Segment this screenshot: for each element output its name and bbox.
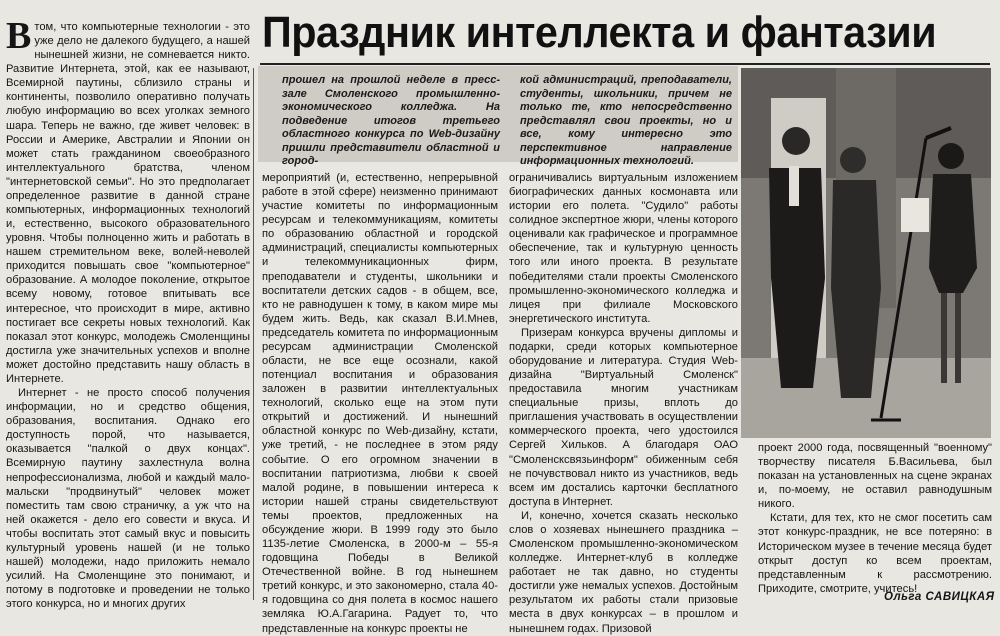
award-ceremony-photo-icon: [741, 68, 991, 438]
column-1: [6, 15, 250, 611]
col3-paragraph-1: ограничивались виртуальным изложением биографических данных космонавта или истории его полета. "Судило" работы солидное экспертное жюри, члены которого оценивали как графическое и программное обеспечение, так и культурную ценность того или иного проекта. В результате победителями стали проекты Смоленского промышленно-экономического колледжа и лицея при филиале Московского энергетического института.: [509, 172, 738, 325]
column-divider: [253, 68, 254, 600]
col1-paragraph-2: Интернет - не просто способ получения информации, но и средство общения, образования, воспитания. Однако его доступность порой, что называется, оказывается "палкой о двух концах". Всемирную паутину захлестнула волна непрофессионализма, любой и каждый мало-мальски "продвинутый" человек может поместить там свою страничку, а уж что на ней окажется - дело его совести и вкуса. И чтобы воспитать этот самый вкус и повысить культурный уровень нашей (и не только нашей) молодежи, надо приложить немало усилий. На Смоленщине это понимают, и потому в подготовке и проведении не только этого конкурса, но и многих других: [6, 387, 250, 611]
lead-text-right: кой администраций, преподаватели, студенты, школьники, причем не только те, кто непосредственно представлял свои проекты, но и все, кому интересно это перспективное направление информационных технологий.: [520, 74, 732, 167]
drop-cap: В: [6, 15, 32, 57]
column-3: [509, 171, 738, 636]
title-rule: [260, 63, 990, 65]
lead-text-left: прошел на прошлой неделе в пресс-зале Смоленского промышленно-экономического колледжа. На подведение итогов третьего областного конкурса по Web-дизайну пришли представители областной и город-: [282, 74, 500, 167]
article-title: Праздник интеллекта и фантазии: [262, 8, 937, 57]
col2-paragraph-1: мероприятий (и, естественно, непрерывной работе в этой сфере) неизменно принимают участие комитеты по информационным ресурсам и телекоммуникациям, комитеты по образованию областной и городской администраций, специалисты компьютерных и телекоммуникационных фирм, преподаватели и студенты, школьники и воспитатели детских садов - в общем, все, кто не равнодушен к тому, в каком мире мы будем жить. Ведь, как сказал В.И.Мнев, председатель комитета по информационным ресурсам администрации Смоленской области, не все еще осознали, какой потенциал воспитания и образования заложен в развитии интеллектуальных технологий, сколько еще на этом пути открытий и достижений. И нынешний областной конкурс по Web-дизайну, кстати, уже третий, - не последнее в этом ряду событие. О его огромном значении в воспитании патриотизма, любви к своей малой родине, в повышении интереса к истории нашей страны свидетельствуют темы проектов, предложенных на обсуждение жюри. В 1999 году это было 1135-летие Смоленска, в 2000-м – 55-я годовщина Победы в Великой Отечественной войне. В год нынешнем третий конкурс, и это закономерно, стала 40-я годовщина со дня полета в космос нашего земляка Ю.А.Гагарина. Радует то, что представленные на конкурс проекты не: [262, 172, 498, 635]
col3-paragraph-3: И, конечно, хочется сказать несколько слов о хозяевах нынешнего праздника – Смоленском промышленно-экономическом колледже. Интернет-клуб в колледже работает не так давно, но студенты достигли уже немалых успехов. Достойным результатом их работы стали призовые места в двух конкурсах – в прошлом и нынешнем годах. Призовой: [509, 509, 738, 635]
col3-paragraph-2: Призерам конкурса вручены дипломы и подарки, среди которых компьютерное оборудование и литература. Студия Web-дизайна "Виртуальный Смоленск" предоставила многим участникам специальные призы, вплоть до приглашения участвовать в осуществлении коммерческого проекта, чего удостоился Сергей Хильков. А благодаря ОАО "Смоленсксвязьинформ" обиженным себя не почувствовал никто из участников, ведь всем им достались карточки бесплатного доступа в Интернет.: [509, 326, 738, 508]
col1-paragraph-1: том, что компьютерные технологии - это уже дело не далекого будущего, а нашей нынешней жизни, не сомневается никто. Развитие Интернета, этой, как ее называют, Всемирной паутины, сблизило страны и континенты, позволило оперативно получать любую информацию во всех уголках земного шара. Теперь не важно, где живет человек: в России и Америке, Австралии и Японии он может стать гражданином своеобразного интеллектуального братства, членом "интернетовской семьи". Но это предполагает определенное развитие в данной стране компьютерных, информационных технологий и, естественно, высокого образовательного уровня. Чтобы полноценно жить и работать в нашем стремительном веке, волей-неволей приходится повышать свое "компьютерное" образование. А молодое поколение, открытое всему новому, готовое впитывать все интересное, что происходит в мире, активно постигает все секреты новых технологий. Как показал этот конкурс, молодежь Смоленщины достигла уже значительных успехов и вполне может достойно представить нашу область в Интернете.: [6, 21, 250, 385]
lead-box: [258, 66, 738, 167]
column-4: [758, 441, 992, 596]
column-2: [262, 171, 498, 636]
author-byline: Ольга САВИЦКАЯ: [884, 591, 995, 603]
col4-paragraph-1: проект 2000 года, посвященный "военному" творчеству писателя Б.Васильева, был показан на установленных на сцене экранах и, по-моему, не оставил равнодушным никого.: [758, 442, 992, 511]
col4-paragraph-2: Кстати, для тех, кто не смог посетить сам этот конкурс-праздник, не все потеряно: в Историческом музее в течение месяца будет открыт доступ ко всем проектам, представленным к рассмотрению. Приходите, смотрите, учитесь!: [758, 512, 992, 595]
